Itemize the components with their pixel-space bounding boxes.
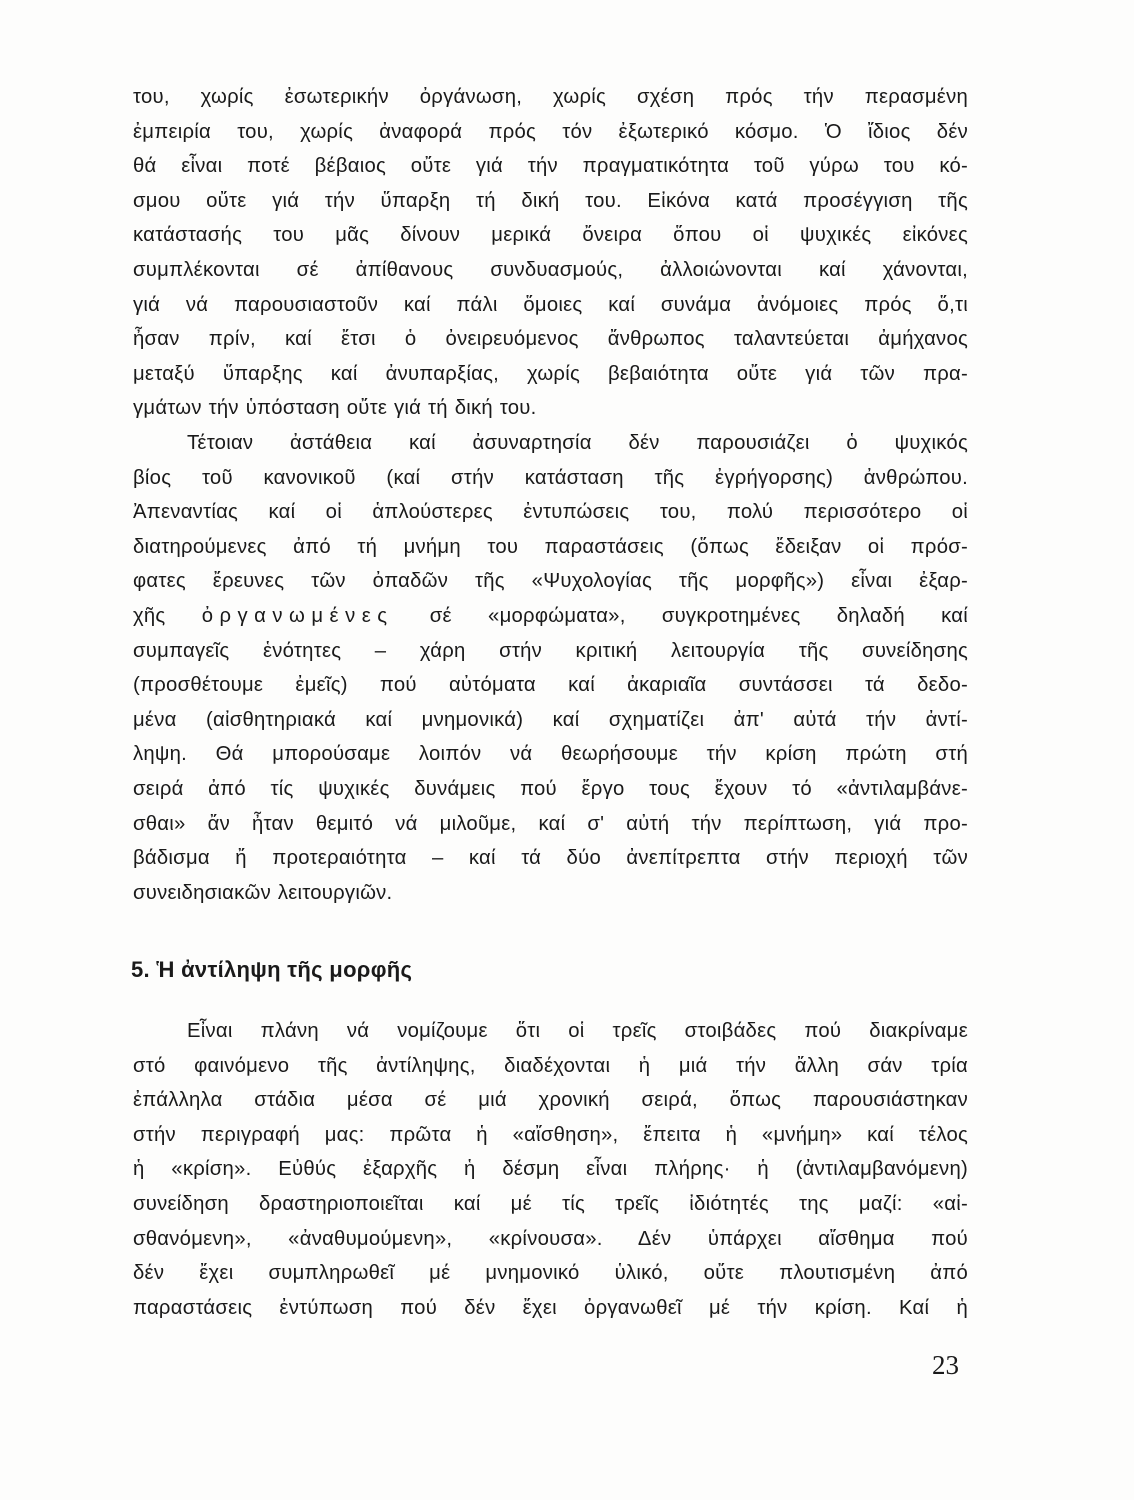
text-line: ἡ «κρίση». Εὐθύς ἐξαρχῆς ἡ δέσμη εἶναι πλήρης· ἡ (ἀντιλαμβανόμενη) [133,1158,968,1181]
text-line: σμου οὔτε γιά τήν ὕπαρξη τή δική του. Εἰκόνα κατά προσέγγιση τῆς [133,189,968,212]
text-line: συμπαγεῖς ἑνότητες – χάρη στήν κριτική λειτουργία τῆς συνείδησης [133,639,968,662]
text-line: ἐμπειρία του, χωρίς ἀναφορά πρός τόν ἐξωτερικό κόσμο. Ὁ ἴδιος δέν [133,120,968,143]
text-line: σθαι» ἄν ἦταν θεμιτό νά μιλοῦμε, καί σ' αὐτή τήν περίπτωση, γιά προ- [133,812,968,835]
text-line: συμπλέκονται σέ ἀπίθανους συνδυασμούς, ἀλλοιώνονται καί χάνονται, [133,258,968,281]
text-line: μένα (αἰσθητηριακά καί μνημονικά) καί σχηματίζει ἀπ' αὐτά τήν ἀντί- [133,708,968,731]
text-line [133,599,968,634]
line-end: σέ «μορφώματα», συγκροτημένες δηλαδή καί [429,604,968,627]
text-line: Εἶναι πλάνη νά νομίζουμε ὅτι οἱ τρεῖς στοιβάδες πού διακρίναμε [187,1020,968,1042]
spaced-emphasis: ὀργανωμένες [201,604,394,627]
text-line: στήν περιγραφή μας: πρῶτα ἡ «αἴσθηση», ἔπειτα ἡ «μνήμη» καί τέλος [133,1123,968,1146]
text-line: θά εἶναι ποτέ βέβαιος οὔτε γιά τήν πραγματικότητα τοῦ γύρω του κό- [133,155,968,178]
text-line: γμάτων τήν ὑπόσταση οὔτε γιά τή δική του. [133,397,537,420]
text-line: συνείδηση δραστηριοποιεῖται καί μέ τίς τρεῖς ἰδιότητές της μαζί: «αἰ- [133,1192,968,1215]
paragraph-1 [133,80,968,426]
text-line: γιά νά παρουσιαστοῦν καί πάλι ὅμοιες καί συνάμα ἀνόμοιες πρός ὅ,τι [133,293,968,316]
text-line: μεταξύ ὕπαρξης καί ἀνυπαρξίας, χωρίς βεβαιότητα οὔτε γιά τῶν πρα- [133,362,968,385]
text-line: στό φαινόμενο τῆς ἀντίληψης, διαδέχονται ἡ μιά τήν ἄλλη σάν τρία [133,1054,968,1077]
text-line: ληψη. Θά μπορούσαμε λοιπόν νά θεωρήσουμε τήν κρίση πρώτη στή [133,743,968,766]
paragraph-3 [133,1014,968,1325]
text-line: βάδισμα ἤ προτεραιότητα – καί τά δύο ἀνεπίτρεπτα στήν περιοχή τῶν [133,847,968,870]
text-line: βίος τοῦ κανονικοῦ (καί στήν κατάσταση τῆς ἐγρήγορσης) ἀνθρώπου. [133,466,968,489]
text-line: σειρά ἀπό τίς ψυχικές δυνάμεις πού ἔργο τους ἔχουν τό «ἀντιλαμβάνε- [133,777,968,800]
text-line: κατάστασής του μᾶς δίνουν μερικά ὄνειρα ὅπου οἱ ψυχικές εἰκόνες [133,224,968,247]
paragraph-2 [133,426,968,910]
text-line: φατες ἔρευνες τῶν ὀπαδῶν τῆς «Ψυχολογίας τῆς μορφῆς») εἶναι ἐξαρ- [133,570,968,593]
text-line: (προσθέτουμε ἐμεῖς) πού αὐτόματα καί ἀκαριαῖα συντάσσει τά δεδο- [133,674,968,697]
line-start: χῆς [133,604,166,627]
text-line: συνειδησιακῶν λειτουργιῶν. [133,881,393,904]
text-line: δέν ἔχει συμπληρωθεῖ μέ μνημονικό ὑλικό, οὔτε πλουτισμένη ἀπό [133,1262,968,1285]
text-line: ἐπάλληλα στάδια μέσα σέ μιά χρονική σειρά, ὅπως παρουσιάστηκαν [133,1089,968,1112]
text-line: διατηρούμενες ἀπό τή μνήμη του παραστάσεις (ὅπως ἔδειξαν οἱ πρόσ- [133,535,968,558]
text-line: ἦσαν πρίν, καί ἔτσι ὁ ὀνειρευόμενος ἄνθρωπος ταλαντεύεται ἀμήχανος [133,328,968,351]
text-line: του, χωρίς ἐσωτερικήν ὀργάνωση, χωρίς σχέση πρός τήν περασμένη [133,86,968,108]
text-line: σθανόμενη», «ἀναθυμούμενη», «κρίνουσα». Δέν ὑπάρχει αἴσθημα πού [133,1227,968,1250]
text-line: Τέτοιαν ἀστάθεια καί ἀσυναρτησία δέν παρουσιάζει ὁ ψυχικός [187,432,968,454]
text-line: Ἀπεναντίας καί οἱ ἁπλούστερες ἐντυπώσεις του, πολύ περισσότερο οἱ [133,501,968,524]
text-line: παραστάσεις ἐντύπωση πού δέν ἔχει ὀργανωθεῖ μέ τήν κρίση. Καί ἡ [133,1296,968,1319]
section-heading: 5. Ἡ ἀντίληψη τῆς μορφῆς [131,957,413,982]
page-number: 23 [932,1350,959,1380]
